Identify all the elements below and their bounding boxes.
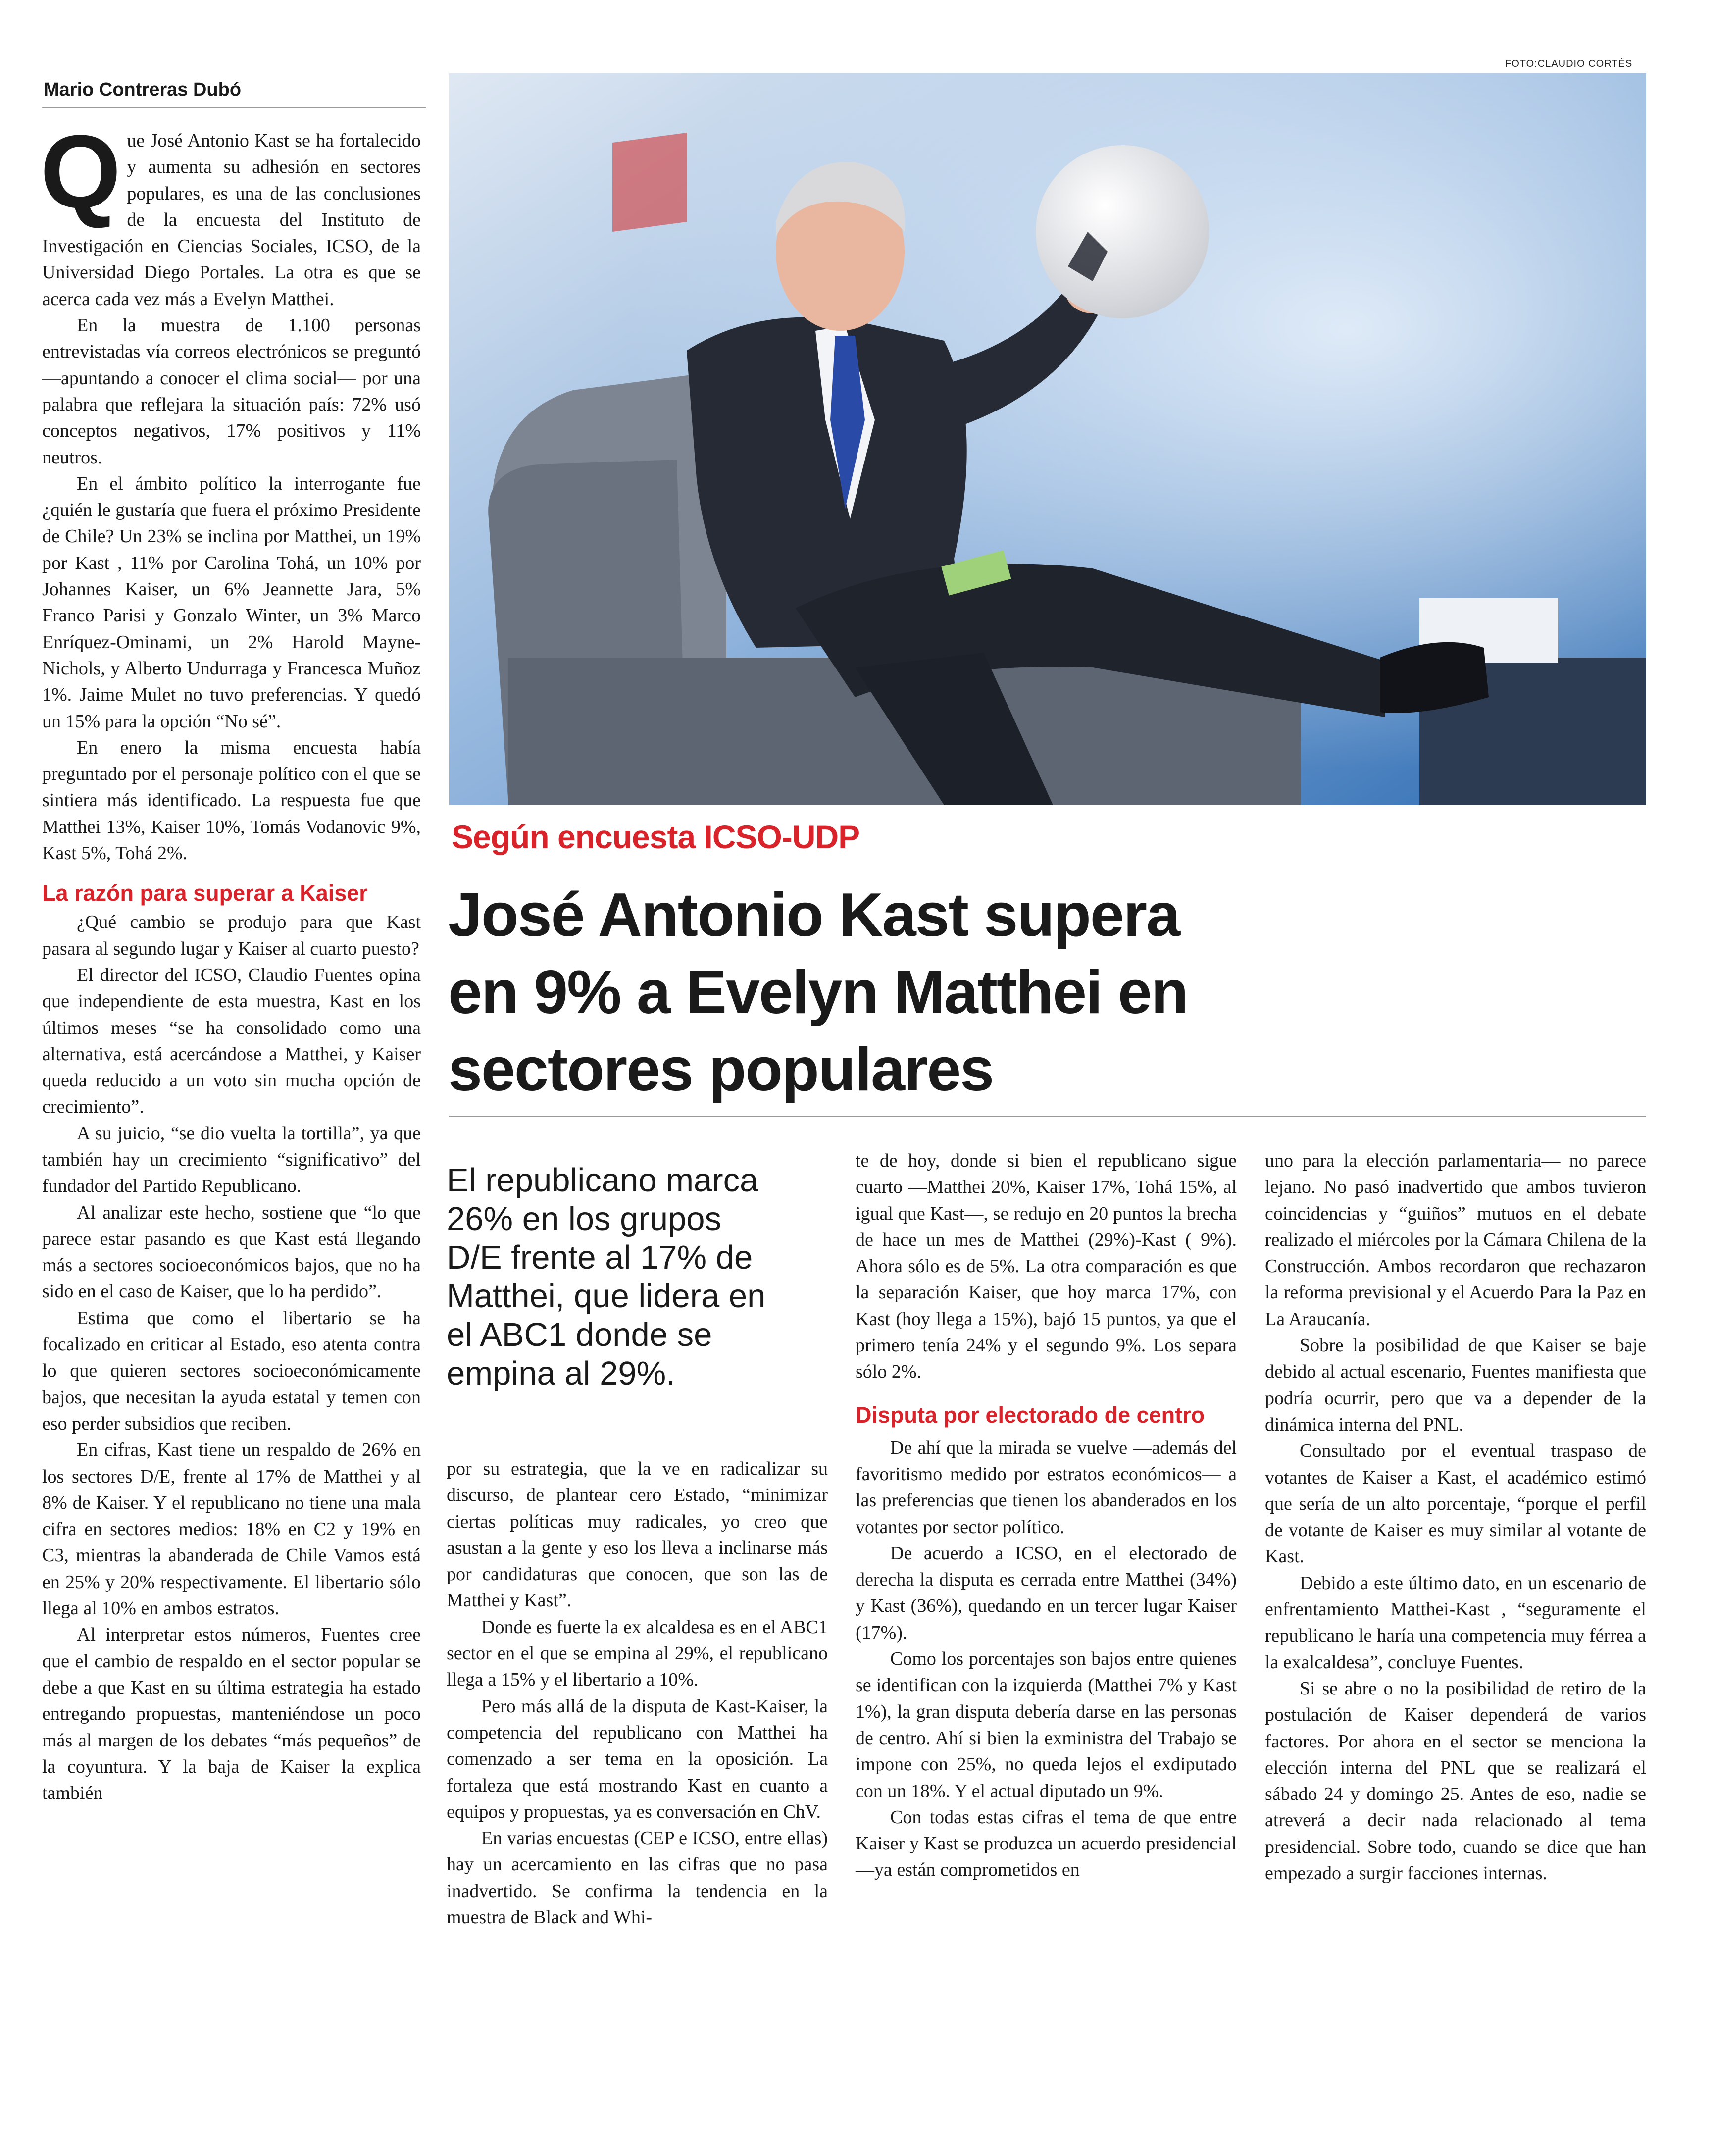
headline-line-2: en 9% a Evelyn Matthei en bbox=[448, 958, 1188, 1027]
column-1 bbox=[40, 113, 421, 1806]
paragraph: Que José Antonio Kast se ha fortalecido y aumenta su adhesión en sectores populares, es una de las conclusiones de la encuesta del Instituto de Investigación en Ciencias Sociales, ICSO, de la Universidad Diego Portales. La otra es que se acerca cada vez más a Evelyn Matthei. bbox=[40, 113, 421, 309]
paragraph: por su estrategia, que la ve en radicalizar su discurso, de plantear cero Estado, “minimizar ciertas políticas muy radicales, yo creo que asustan a la gente y eso los lleva a inclinarse más por candidaturas que conocen, que son las de Matthei y Kast”. bbox=[447, 1458, 828, 1611]
paragraph: Estima que como el libertario se ha focalizado en criticar al Estado, eso atenta contra lo que quieren sectores socioeconómicamente bajos, que necesitan la ayuda estatal y temen con eso perder subsidios que reciben. bbox=[42, 1307, 421, 1434]
paragraph: Al interpretar estos números, Fuentes cree que el cambio de respaldo en el sector popular se debe a que Kast en su última estrategia ha estado entregando propuestas, manteniéndose un poco más al margen de los debates “más pequeños” de la coyuntura. Y la baja de Kaiser la explica también bbox=[42, 1624, 421, 1804]
paragraph: De acuerdo a ICSO, en el electorado de derecha la disputa es cerrada entre Matthei (34%) y Kast (36%), quedando en un tercer lugar Kaiser (17%). bbox=[856, 1542, 1237, 1643]
paragraph: Al analizar este hecho, sostiene que “lo que parece estar pasando es que Kast está llegando más a sectores socioeconómicos bajos, que no ha sido en el caso de Kaiser, que lo ha perdido”. bbox=[42, 1202, 421, 1302]
paragraph: De ahí que la mirada se vuelve —además del favoritismo medido por estratos económicos— a las preferencias que tienen los abanderados en los votantes por sector político. bbox=[856, 1437, 1237, 1538]
paragraph: En el ámbito político la interrogante fue ¿quién le gustaría que fuera el próximo Presidente de Chile? Un 23% se inclina por Matthei, un 19% por Kast , 11% por Carolina Tohá, un 10% por Johannes Kaiser, un 6% Jeannette Jara, 5% Franco Parisi y Gonzalo Winter, un 3% Marco Enríquez-Ominami, un 2% Harold Mayne-Nichols, y Alberto Undurraga y Francesca Muñoz 1%. Jaime Mulet no tuvo preferencias. Y quedó un 15% para la opción “No sé”. bbox=[42, 473, 421, 732]
paragraph: Si se abre o no la posibilidad de retiro de la postulación de Kaiser dependerá de varios factores. Por ahora en el sector se menciona la elección interna del PNL que se realizará el sábado 24 y domingo 25. Antes de eso, nadie se atreverá a decir nada relacionado al tema presidencial. Sobre todo, cuando se dice que han empezado a surgir facciones internas. bbox=[1265, 1678, 1646, 1884]
paragraph: En varias encuestas (CEP e ICSO, entre ellas) hay un acercamiento en las cifras que no pasa inadvertido. Se confirma la tendencia en la muestra de Black and Whi- bbox=[447, 1828, 828, 1928]
paragraph: A su juicio, “se dio vuelta la tortilla”, ya que también hay un crecimiento “significativo” del fundador del Partido Republicano. bbox=[42, 1123, 421, 1197]
paragraph: Debido a este último dato, en un escenario de enfrentamiento Matthei-Kast , “seguramente el republicano le haría una competencia muy férrea a la exalcaldesa”, concluye Fuentes. bbox=[1265, 1572, 1646, 1673]
paragraph: ¿Qué cambio se produjo para que Kast pasara al segundo lugar y Kaiser al cuarto puesto? bbox=[42, 912, 421, 959]
subhead-centro: Disputa por electorado de centro bbox=[856, 1402, 1205, 1428]
headline-rule bbox=[449, 1116, 1646, 1117]
kicker: Según encuesta ICSO-UDP bbox=[452, 819, 860, 855]
paragraph: En enero la misma encuesta había preguntado por el personaje político con el que se sintiera más identificado. La respuesta fue que Matthei 13%, Kaiser 10%, Tomás Vodanovic 9%, Kast 5%, Tohá 2%. bbox=[42, 737, 421, 864]
paragraph: Sobre la posibilidad de que Kaiser se baje debido al actual escenario, Fuentes manifiesta que podría ocurrir, pero que va a depender de la dinámica interna del PNL. bbox=[1265, 1335, 1646, 1435]
paragraph: Con todas estas cifras el tema de que entre Kaiser y Kast se produzca un acuerdo presidencial —ya están comprometidos en bbox=[856, 1806, 1237, 1881]
lead-text: El republicano marca 26% en los grupos D/E frente al 17% de Matthei, que lidera en el ABC1 donde se empina al 29%. bbox=[447, 1162, 766, 1392]
column-3 bbox=[856, 1148, 1237, 1884]
paragraph: El director del ICSO, Claudio Fuentes opina que independiente de esta muestra, Kast en los últimos meses “se ha consolidado como una alternativa, está acercándose a Matthei, y Kaiser queda reducido a un voto sin mucha opción de crecimiento”. bbox=[42, 964, 421, 1118]
column-2 bbox=[447, 1456, 828, 1931]
subhead-kaiser: La razón para superar a Kaiser bbox=[42, 880, 368, 906]
article-photo bbox=[449, 73, 1646, 805]
paragraph: Pero más allá de la disputa de Kast-Kaiser, la competencia del republicano con Matthei ha comenzado a ser tema en la oposición. La fortaleza que está mostrando Kast en cuanto a equipos y propuestas, ya es conversación en ChV. bbox=[447, 1695, 828, 1822]
paragraph: Como los porcentajes son bajos entre quienes se identifican con la izquierda (Matthei 7% y Kast 1%), la gran disputa debería darse en las personas de centro. Ahí si bien la exministra del Trabajo se impone con 25%, no queda lejos el exdiputado con un 18%. Y el actual diputado un 9%. bbox=[856, 1648, 1237, 1801]
paragraph: te de hoy, donde si bien el republicano sigue cuarto —Matthei 20%, Kaiser 17%, Tohá 15%, al igual que Kast—, se redujo en 20 puntos la brecha de hace un mes de Matthei (29%)-Kast ( 9%). Ahora sólo es de 5%. La otra comparación es que la separación Kaiser, que hoy marca 17%, con Kast (hoy llega a 15%), bajó 15 puntos, ya que el primero tenía 24% y el segundo 9%. Los separa sólo 2%. bbox=[856, 1150, 1237, 1383]
byline: Mario Contreras Dubó bbox=[44, 79, 242, 100]
headline bbox=[448, 876, 1188, 1108]
paragraph: uno para la elección parlamentaria— no parece lejano. No pasó inadvertido que ambos tuvieron coincidencias y “guiños” mutuos en el debate realizado el miércoles por la Cámara Chilena de la Construcción. Ambos recordaron que rechazaron la reforma previsional y el Acuerdo Para la Paz en La Araucanía. bbox=[1265, 1150, 1646, 1330]
paragraph: Donde es fuerte la ex alcaldesa es en el ABC1 sector en el que se empina al 29%, el republicano llega a 15% y el libertario a 10%. bbox=[447, 1616, 828, 1691]
paragraph: En la muestra de 1.100 personas entrevistadas vía correos electrónicos se preguntó —apuntando a conocer el clima social— por una palabra que reflejara la situación país: 72% usó conceptos negativos, 17% positivos y 11% neutros. bbox=[42, 315, 421, 468]
drop-cap: Q bbox=[40, 113, 121, 230]
paragraph: En cifras, Kast tiene un respaldo de 26% en los sectores D/E, frente al 17% de Matthei y al 8% de Kaiser. Y el republicano no tiene una mala cifra en sectores medios: 18% en C2 y 19% en C3, mientras la abanderada de Chile Vamos está en 25% y 20% respectivamente. El libertario sólo llega al 10% en ambos estratos. bbox=[42, 1439, 421, 1619]
headline-line-1: José Antonio Kast supera bbox=[448, 881, 1180, 949]
byline-rule bbox=[42, 107, 426, 108]
paragraph: Consultado por el eventual traspaso de votantes de Kaiser a Kast, el académico estimó que sería de un alto porcentaje, “porque el perfil de votante de Kaiser es muy similar al votante de Kast. bbox=[1265, 1440, 1646, 1567]
headline-line-3: sectores populares bbox=[448, 1035, 994, 1104]
photo-credit: FOTO:CLAUDIO CORTÉS bbox=[1505, 58, 1633, 69]
column-4 bbox=[1265, 1148, 1646, 1887]
